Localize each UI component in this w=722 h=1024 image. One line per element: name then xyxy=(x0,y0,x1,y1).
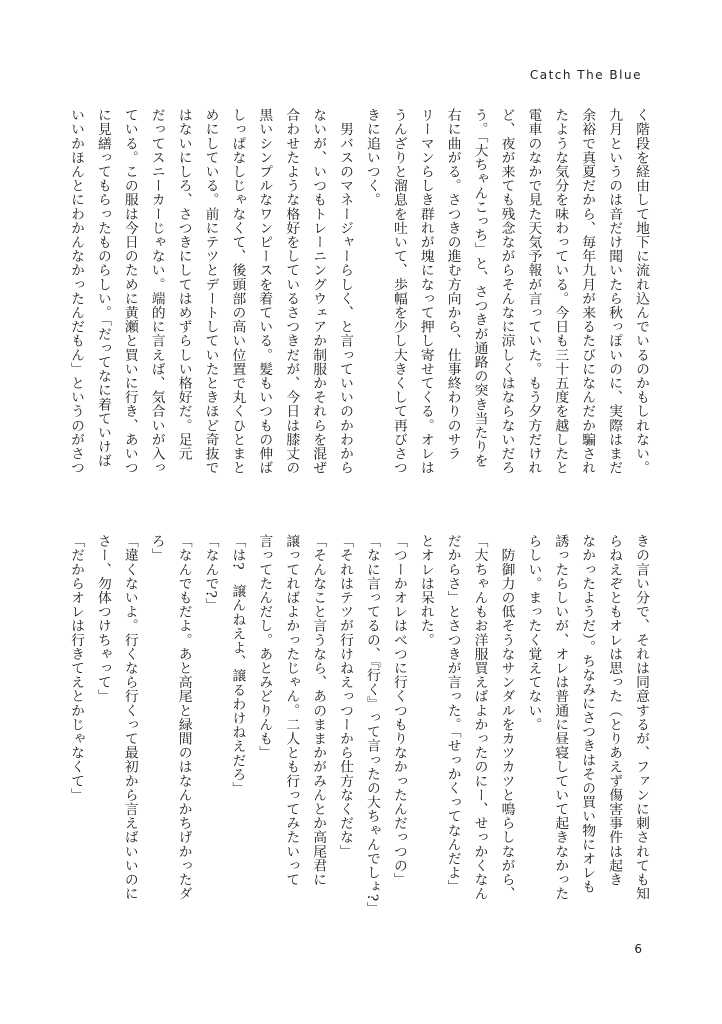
page-number: 6 xyxy=(634,942,642,956)
text-line: ている。この服は今日のために黄瀬と買いに行き、あいつ xyxy=(121,108,138,475)
text-line: 「だからオレは行きてえとかじゃなくて」 xyxy=(67,534,84,802)
text-line: 九月というのは音だけ聞いたら秋っぽいのに、実際はまだ xyxy=(606,108,623,475)
running-head: Catch The Blue xyxy=(529,68,642,82)
text-line: 「そんなこと言うなら、あのままかがみんとか高尾君に xyxy=(310,534,327,887)
body-text-top xyxy=(62,108,654,498)
text-line: 「は? 譲んねえよ、譲るわけねえだろ」 xyxy=(229,534,246,796)
text-line: きの言い分で、それは同意するが、ファンに刺されても知 xyxy=(633,534,649,901)
text-line: いいかほんとにわかんなかったんだもん」というのがさつ xyxy=(67,108,84,475)
text-line: 「それはテツが行けねえっつーから仕方なくだな」 xyxy=(337,534,354,859)
text-line: とオレは呆れた。 xyxy=(417,534,434,647)
text-line: リーマンらしき群れが塊になって押し寄せてくる。オレは xyxy=(417,108,434,475)
text-line: 「つーかオレはべつに行くつもりなかったんだっつの」 xyxy=(390,534,407,887)
text-line: うんざりと溜息を吐いて、歩幅を少し大きくして再びさつ xyxy=(390,108,407,475)
text-line: はないにしろ、さつきにしてはめずらしい格好だ。足元 xyxy=(175,108,192,461)
text-line: だからさ」とさつきが言った。「せっかくってなんだよ」 xyxy=(444,534,461,894)
text-line: く階段を経由して地下に流れ込んでいるのかもしれない。 xyxy=(633,108,649,475)
text-line: 「違くないよ。行くなら行くって最初から言えばいいのに xyxy=(121,534,138,901)
text-line: めにしている。前にテツとデートしていたときほど奇抜で xyxy=(202,108,219,475)
text-line: らしい。まったく覚えてない。 xyxy=(525,534,542,732)
text-line: たような気分を味わっている。今日も三十五度を越したと xyxy=(552,108,569,475)
text-line: 「大ちゃんもお洋服買えばよかったのにー、せっかくなん xyxy=(471,534,488,901)
text-line: ないが、いつもトレーニングウェアか制服かそれらを混ぜ xyxy=(310,108,327,475)
text-line: に見繕ってもらったものらしい。「だってなに着ていけば xyxy=(94,108,111,468)
text-line: う。「大ちゃんこっち」と、さつきが通路の突き当たりを xyxy=(471,108,488,468)
text-line: 言ってたんだし。あとみどりんも」 xyxy=(256,534,273,760)
text-line: らねえぞともオレは思った（とりあえず傷害事件は起き xyxy=(606,534,623,887)
text-line: 電車のなかで見た天気予報が言っていた。もう夕方だけれ xyxy=(525,108,542,475)
text-line: 「なんで?」 xyxy=(202,534,219,613)
text-line: 「なに言ってるの、『行く』って言ったの大ちゃんでしょ?」 xyxy=(363,534,380,916)
text-line: 合わせたような格好をしているさつきだが、今日は膝丈の xyxy=(283,108,300,475)
text-line: さー、勿体つけちゃって」 xyxy=(94,534,111,704)
text-line: 男バスのマネージャーらしく、と言っていいのかわから xyxy=(337,108,354,475)
text-line: 黒いシンプルなワンピースを着ている。髪もいつもの伸ば xyxy=(256,108,273,475)
text-line: なかったようだ）。ちなみにさつきはその買い物にオレも xyxy=(579,534,596,894)
text-line: きに追いつく。 xyxy=(363,108,380,207)
text-line: 余裕で真夏だから、毎年九月が来るたびになんだか騙され xyxy=(579,108,596,475)
text-line: ろ」 xyxy=(148,534,165,563)
text-line: ど、夜が来ても残念ながらそんなに涼しくはならないだろ xyxy=(498,108,515,475)
body-text-bottom xyxy=(62,534,654,924)
text-line: 右に曲がる。さつきの進む方向から、仕事終わりのサラ xyxy=(444,108,461,461)
text-line: だってスニーカーじゃない。端的に言えば、気合いが入っ xyxy=(148,108,165,475)
text-line: 防御力の低そうなサンダルをカツカツと鳴らしながら、 xyxy=(498,534,515,901)
text-line: 誘ったらしいが、オレは普通に昼寝していて起きなかった xyxy=(552,534,569,901)
text-line: しっぱなしじゃなくて、後頭部の高い位置で丸くひとまと xyxy=(229,108,246,475)
text-line: 「なんでもだよ。あと高尾と緑間のはなんかちげかったダ xyxy=(175,534,192,901)
text-line: 譲ってればよかったじゃん。二人とも行ってみたいって xyxy=(283,534,300,887)
